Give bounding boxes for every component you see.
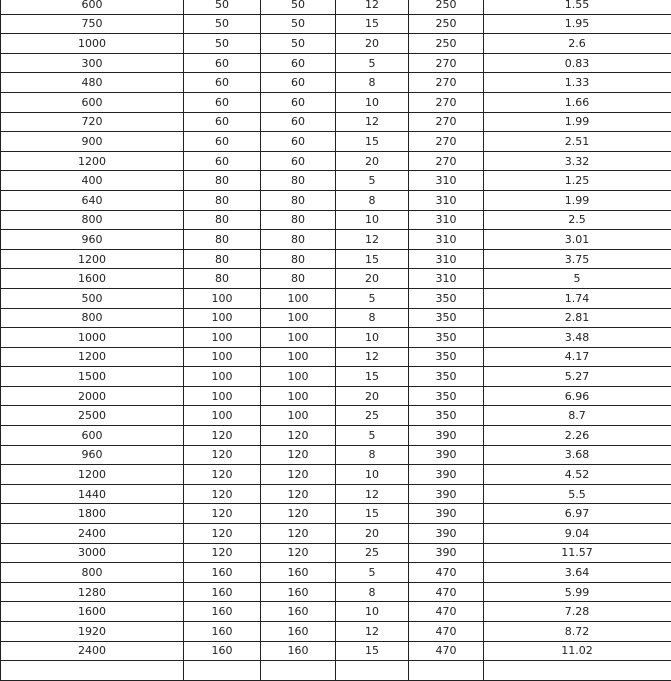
height-cell: 120 — [261, 445, 336, 465]
height-cell: 60 — [261, 92, 336, 112]
table-row — [1, 426, 671, 446]
height-cell: 50 — [261, 14, 336, 34]
table-row — [1, 288, 671, 308]
height-cell: 160 — [261, 602, 336, 622]
weight-cell: 2.6 — [484, 34, 671, 54]
width-cell: 100 — [184, 328, 261, 348]
length-cell: 1200 — [1, 249, 184, 269]
table-row — [1, 347, 671, 367]
width-cell: 60 — [184, 53, 261, 73]
width-cell: 100 — [184, 367, 261, 387]
thickness-cell: 10 — [336, 210, 409, 230]
span-cell: 350 — [409, 386, 484, 406]
length-cell: 600 — [1, 0, 184, 14]
thickness-cell: 20 — [336, 386, 409, 406]
length-cell: 2000 — [1, 386, 184, 406]
span-cell — [409, 661, 484, 681]
weight-cell: 9.04 — [484, 524, 671, 544]
thickness-cell: 12 — [336, 622, 409, 642]
thickness-cell — [336, 661, 409, 681]
span-cell: 270 — [409, 112, 484, 132]
span-cell: 470 — [409, 622, 484, 642]
width-cell: 60 — [184, 132, 261, 152]
width-cell: 120 — [184, 504, 261, 524]
weight-cell: 1.55 — [484, 0, 671, 14]
weight-cell: 6.96 — [484, 386, 671, 406]
thickness-cell: 15 — [336, 132, 409, 152]
thickness-cell: 8 — [336, 582, 409, 602]
span-cell: 470 — [409, 563, 484, 583]
span-cell: 350 — [409, 308, 484, 328]
table-row — [1, 386, 671, 406]
length-cell: 1600 — [1, 269, 184, 289]
thickness-cell: 25 — [336, 406, 409, 426]
width-cell: 60 — [184, 73, 261, 93]
width-cell: 80 — [184, 210, 261, 230]
width-cell: 160 — [184, 602, 261, 622]
length-cell: 2400 — [1, 641, 184, 661]
table-row — [1, 190, 671, 210]
span-cell: 390 — [409, 465, 484, 485]
table-row — [1, 465, 671, 485]
width-cell: 50 — [184, 34, 261, 54]
width-cell: 100 — [184, 288, 261, 308]
thickness-cell: 15 — [336, 14, 409, 34]
height-cell: 60 — [261, 53, 336, 73]
length-cell: 960 — [1, 230, 184, 250]
span-cell: 270 — [409, 151, 484, 171]
height-cell: 80 — [261, 249, 336, 269]
weight-cell: 5.27 — [484, 367, 671, 387]
length-cell: 400 — [1, 171, 184, 191]
table-row — [1, 112, 671, 132]
span-cell: 390 — [409, 504, 484, 524]
table-row — [1, 92, 671, 112]
height-cell: 160 — [261, 641, 336, 661]
width-cell: 120 — [184, 524, 261, 544]
thickness-cell: 5 — [336, 288, 409, 308]
table-row — [1, 269, 671, 289]
weight-cell: 4.52 — [484, 465, 671, 485]
span-cell: 350 — [409, 328, 484, 348]
length-cell: 500 — [1, 288, 184, 308]
length-cell — [1, 661, 184, 681]
width-cell: 100 — [184, 347, 261, 367]
height-cell: 120 — [261, 504, 336, 524]
table-row — [1, 622, 671, 642]
weight-cell — [484, 661, 671, 681]
table-row — [1, 230, 671, 250]
length-cell: 1800 — [1, 504, 184, 524]
span-cell: 310 — [409, 171, 484, 191]
table-row — [1, 34, 671, 54]
height-cell: 60 — [261, 73, 336, 93]
weight-cell: 5.99 — [484, 582, 671, 602]
thickness-cell: 10 — [336, 92, 409, 112]
thickness-cell: 20 — [336, 524, 409, 544]
thickness-cell: 5 — [336, 563, 409, 583]
weight-cell: 1.66 — [484, 92, 671, 112]
width-cell: 50 — [184, 0, 261, 14]
width-cell: 80 — [184, 190, 261, 210]
height-cell: 60 — [261, 132, 336, 152]
height-cell: 100 — [261, 367, 336, 387]
span-cell: 390 — [409, 426, 484, 446]
length-cell: 1600 — [1, 602, 184, 622]
width-cell: 120 — [184, 465, 261, 485]
thickness-cell: 12 — [336, 112, 409, 132]
thickness-cell: 5 — [336, 53, 409, 73]
thickness-cell: 12 — [336, 347, 409, 367]
table-row — [1, 445, 671, 465]
width-cell: 60 — [184, 112, 261, 132]
span-cell: 250 — [409, 0, 484, 14]
width-cell: 100 — [184, 308, 261, 328]
length-cell: 800 — [1, 563, 184, 583]
height-cell: 80 — [261, 269, 336, 289]
height-cell: 120 — [261, 524, 336, 544]
height-cell: 60 — [261, 112, 336, 132]
thickness-cell: 12 — [336, 484, 409, 504]
table-row — [1, 563, 671, 583]
width-cell: 100 — [184, 386, 261, 406]
height-cell: 120 — [261, 484, 336, 504]
thickness-cell: 8 — [336, 190, 409, 210]
table-row — [1, 661, 671, 681]
width-cell: 160 — [184, 641, 261, 661]
thickness-cell: 10 — [336, 602, 409, 622]
thickness-cell: 5 — [336, 426, 409, 446]
length-cell: 600 — [1, 92, 184, 112]
weight-cell: 2.26 — [484, 426, 671, 446]
thickness-cell: 8 — [336, 445, 409, 465]
width-cell: 120 — [184, 543, 261, 563]
width-cell: 120 — [184, 445, 261, 465]
thickness-cell: 15 — [336, 367, 409, 387]
table-row — [1, 249, 671, 269]
weight-cell: 1.95 — [484, 14, 671, 34]
table-row — [1, 210, 671, 230]
width-cell: 60 — [184, 151, 261, 171]
height-cell: 50 — [261, 0, 336, 14]
length-cell: 750 — [1, 14, 184, 34]
thickness-cell: 15 — [336, 641, 409, 661]
weight-cell: 5 — [484, 269, 671, 289]
width-cell: 120 — [184, 426, 261, 446]
weight-cell: 8.7 — [484, 406, 671, 426]
thickness-cell: 5 — [336, 171, 409, 191]
width-cell: 100 — [184, 406, 261, 426]
length-cell: 1200 — [1, 347, 184, 367]
height-cell: 100 — [261, 386, 336, 406]
thickness-cell: 10 — [336, 465, 409, 485]
length-cell: 480 — [1, 73, 184, 93]
height-cell: 100 — [261, 308, 336, 328]
height-cell: 120 — [261, 543, 336, 563]
weight-cell: 3.75 — [484, 249, 671, 269]
weight-cell: 3.48 — [484, 328, 671, 348]
weight-cell: 1.33 — [484, 73, 671, 93]
weight-cell: 7.28 — [484, 602, 671, 622]
table-row — [1, 484, 671, 504]
thickness-cell: 8 — [336, 73, 409, 93]
thickness-cell: 10 — [336, 328, 409, 348]
height-cell — [261, 661, 336, 681]
width-cell: 80 — [184, 249, 261, 269]
span-cell: 250 — [409, 34, 484, 54]
height-cell: 100 — [261, 328, 336, 348]
table-row — [1, 132, 671, 152]
width-cell: 120 — [184, 484, 261, 504]
table-row — [1, 524, 671, 544]
height-cell: 160 — [261, 622, 336, 642]
width-cell: 160 — [184, 563, 261, 583]
weight-cell: 8.72 — [484, 622, 671, 642]
length-cell: 1280 — [1, 582, 184, 602]
weight-cell: 3.68 — [484, 445, 671, 465]
width-cell: 80 — [184, 171, 261, 191]
span-cell: 270 — [409, 73, 484, 93]
table-row — [1, 328, 671, 348]
length-cell: 800 — [1, 210, 184, 230]
height-cell: 60 — [261, 151, 336, 171]
weight-cell: 1.74 — [484, 288, 671, 308]
spec-table-body — [1, 0, 671, 680]
span-cell: 310 — [409, 210, 484, 230]
table-row — [1, 406, 671, 426]
span-cell: 250 — [409, 14, 484, 34]
height-cell: 100 — [261, 347, 336, 367]
length-cell: 300 — [1, 53, 184, 73]
weight-cell: 3.01 — [484, 230, 671, 250]
length-cell: 1000 — [1, 328, 184, 348]
length-cell: 720 — [1, 112, 184, 132]
length-cell: 1500 — [1, 367, 184, 387]
length-cell: 1440 — [1, 484, 184, 504]
table-row — [1, 151, 671, 171]
width-cell: 160 — [184, 622, 261, 642]
length-cell: 960 — [1, 445, 184, 465]
length-cell: 640 — [1, 190, 184, 210]
height-cell: 80 — [261, 171, 336, 191]
thickness-cell: 12 — [336, 230, 409, 250]
span-cell: 270 — [409, 92, 484, 112]
weight-cell: 1.99 — [484, 190, 671, 210]
length-cell: 900 — [1, 132, 184, 152]
table-row — [1, 582, 671, 602]
weight-cell: 0.83 — [484, 53, 671, 73]
length-cell: 1000 — [1, 34, 184, 54]
height-cell: 120 — [261, 465, 336, 485]
weight-cell: 5.5 — [484, 484, 671, 504]
span-cell: 310 — [409, 249, 484, 269]
length-cell: 1920 — [1, 622, 184, 642]
weight-cell: 11.02 — [484, 641, 671, 661]
height-cell: 80 — [261, 190, 336, 210]
weight-cell: 2.81 — [484, 308, 671, 328]
height-cell: 100 — [261, 288, 336, 308]
length-cell: 800 — [1, 308, 184, 328]
thickness-cell: 8 — [336, 308, 409, 328]
span-cell: 350 — [409, 406, 484, 426]
width-cell: 80 — [184, 269, 261, 289]
span-cell: 350 — [409, 367, 484, 387]
height-cell: 50 — [261, 34, 336, 54]
span-cell: 350 — [409, 347, 484, 367]
span-cell: 390 — [409, 484, 484, 504]
weight-cell: 1.25 — [484, 171, 671, 191]
span-cell: 310 — [409, 269, 484, 289]
weight-cell: 3.32 — [484, 151, 671, 171]
length-cell: 1200 — [1, 151, 184, 171]
width-cell: 80 — [184, 230, 261, 250]
weight-cell: 3.64 — [484, 563, 671, 583]
thickness-cell: 15 — [336, 504, 409, 524]
height-cell: 80 — [261, 230, 336, 250]
span-cell: 270 — [409, 132, 484, 152]
width-cell: 50 — [184, 14, 261, 34]
length-cell: 2400 — [1, 524, 184, 544]
table-row — [1, 53, 671, 73]
width-cell: 60 — [184, 92, 261, 112]
span-cell: 470 — [409, 602, 484, 622]
width-cell: 160 — [184, 582, 261, 602]
thickness-cell: 20 — [336, 34, 409, 54]
span-cell: 310 — [409, 190, 484, 210]
thickness-cell: 15 — [336, 249, 409, 269]
table-row — [1, 73, 671, 93]
length-cell: 600 — [1, 426, 184, 446]
weight-cell: 4.17 — [484, 347, 671, 367]
span-cell: 390 — [409, 543, 484, 563]
table-row — [1, 367, 671, 387]
length-cell: 1200 — [1, 465, 184, 485]
thickness-cell: 20 — [336, 269, 409, 289]
span-cell: 390 — [409, 524, 484, 544]
thickness-cell: 25 — [336, 543, 409, 563]
width-cell — [184, 661, 261, 681]
thickness-cell: 12 — [336, 0, 409, 14]
weight-cell: 6.97 — [484, 504, 671, 524]
weight-cell: 2.51 — [484, 132, 671, 152]
span-cell: 470 — [409, 582, 484, 602]
span-cell: 350 — [409, 288, 484, 308]
height-cell: 120 — [261, 426, 336, 446]
table-row — [1, 171, 671, 191]
table-row — [1, 602, 671, 622]
table-row — [1, 14, 671, 34]
weight-cell: 1.99 — [484, 112, 671, 132]
height-cell: 100 — [261, 406, 336, 426]
span-cell: 310 — [409, 230, 484, 250]
table-row — [1, 504, 671, 524]
length-cell: 2500 — [1, 406, 184, 426]
table-row — [1, 641, 671, 661]
span-cell: 470 — [409, 641, 484, 661]
span-cell: 270 — [409, 53, 484, 73]
height-cell: 160 — [261, 563, 336, 583]
thickness-cell: 20 — [336, 151, 409, 171]
length-cell: 3000 — [1, 543, 184, 563]
weight-cell: 11.57 — [484, 543, 671, 563]
weight-cell: 2.5 — [484, 210, 671, 230]
height-cell: 160 — [261, 582, 336, 602]
height-cell: 80 — [261, 210, 336, 230]
table-row — [1, 543, 671, 563]
table-row — [1, 0, 671, 14]
span-cell: 390 — [409, 445, 484, 465]
table-row — [1, 308, 671, 328]
